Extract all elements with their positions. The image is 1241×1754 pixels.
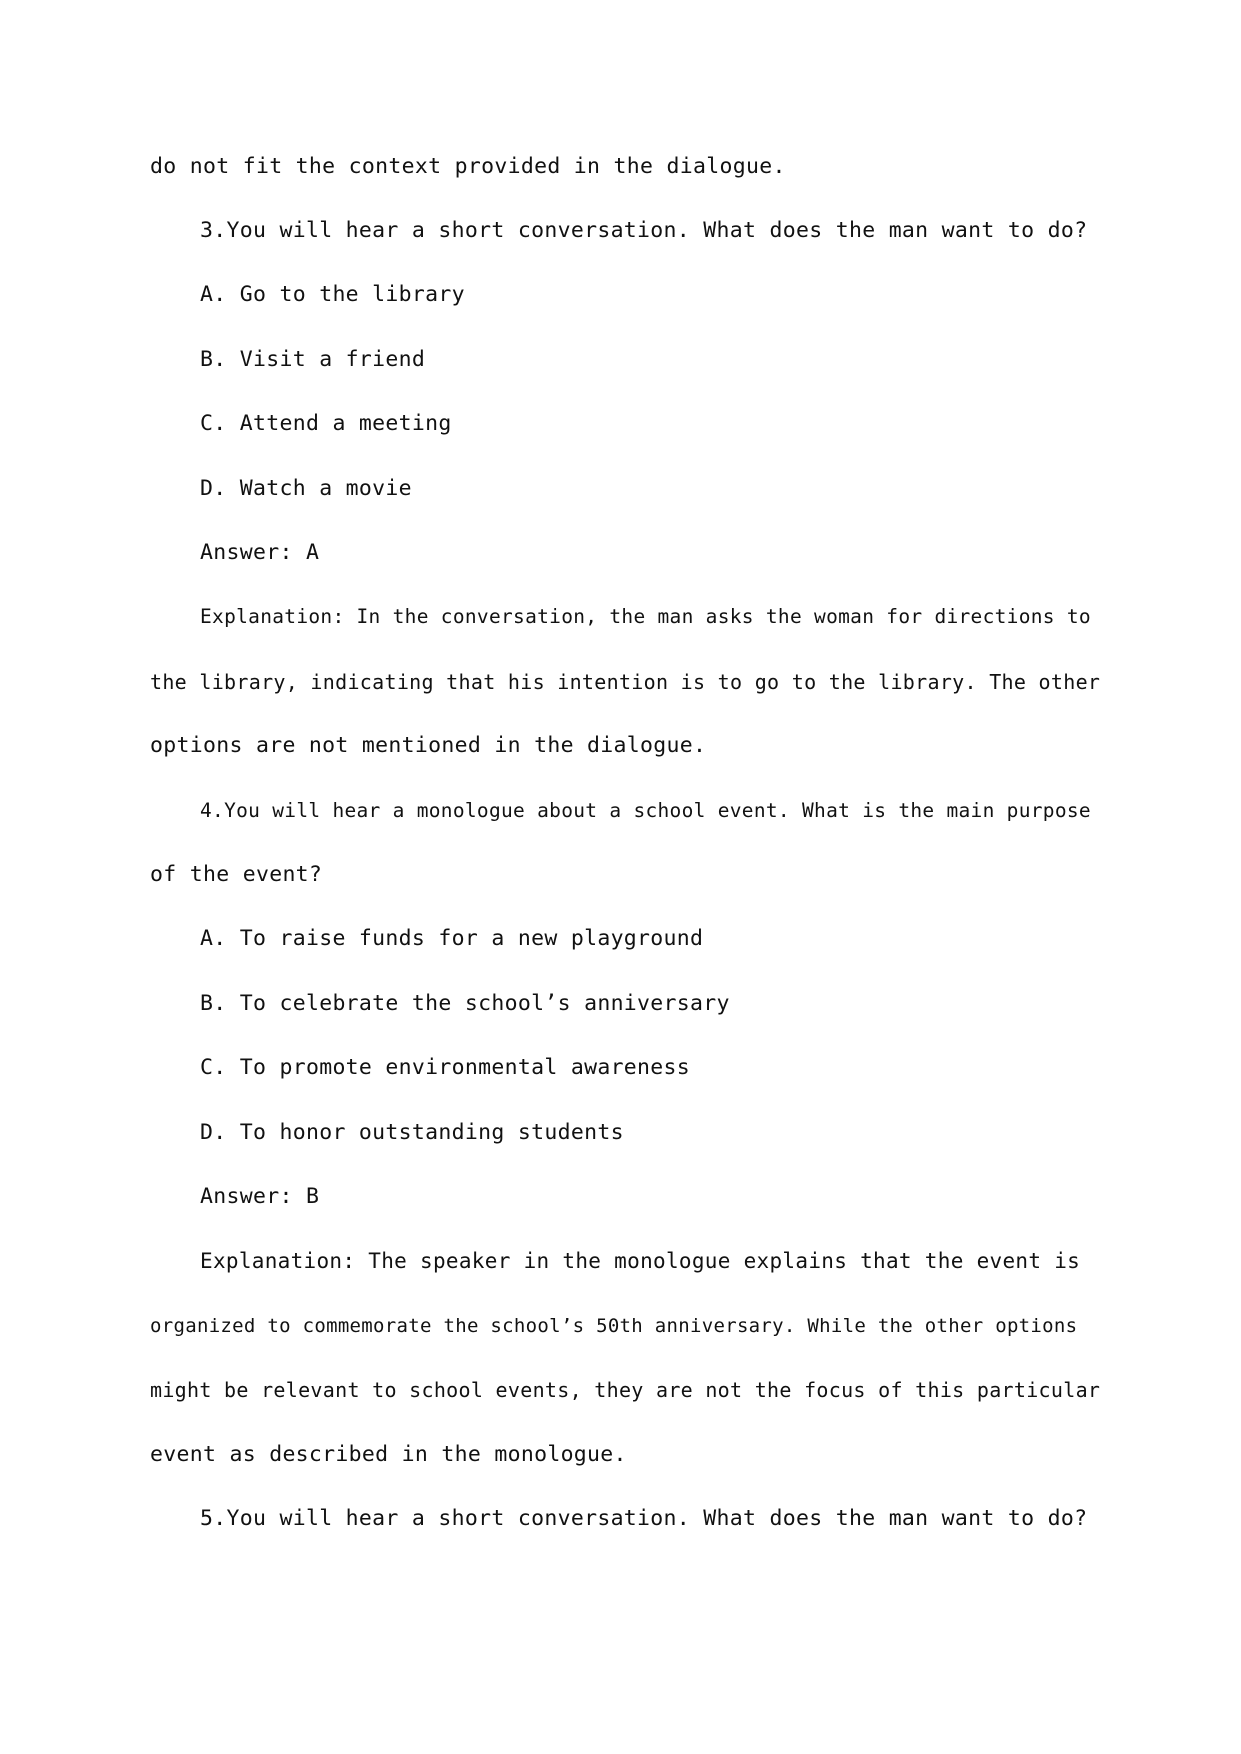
text-line-continuation: do not fit the context provided in the dialogue. <box>150 154 786 179</box>
question-4-explanation-line-1: Explanation: The speaker in the monologue explains that the event is <box>200 1249 1081 1273</box>
question-4-explanation-line-2: organized to commemorate the school’s 50th anniversary. While the other options <box>150 1315 1078 1337</box>
question-4-option-c: C. To promote environmental awareness <box>200 1055 691 1080</box>
question-3-option-c: C. Attend a meeting <box>200 411 452 436</box>
question-3-answer: Answer: A <box>200 540 320 565</box>
question-3: 3.You will hear a short conversation. What does the man want to do? <box>200 218 1088 243</box>
question-4-option-d: D. To honor outstanding students <box>200 1120 624 1145</box>
question-3-option-a: A. Go to the library <box>200 282 465 307</box>
question-4-answer: Answer: B <box>200 1184 320 1209</box>
question-3-explanation-line-3: options are not mentioned in the dialogue. <box>150 733 707 758</box>
question-4-explanation-line-4: event as described in the monologue. <box>150 1442 627 1467</box>
question-4-option-b: B. To celebrate the school’s anniversary <box>200 991 730 1016</box>
question-3-option-d: D. Watch a movie <box>200 476 412 501</box>
question-3-option-b: B. Visit a friend <box>200 347 426 372</box>
question-4-explanation-line-3: might be relevant to school events, they are not the focus of this particular <box>150 1378 1101 1402</box>
question-3-explanation-line-2: the library, indicating that his intention is to go to the library. The other <box>150 670 1101 694</box>
question-4-line-1: 4.You will hear a monologue about a school event. What is the main purpose <box>200 799 1091 822</box>
question-5: 5.You will hear a short conversation. What does the man want to do? <box>200 1506 1088 1531</box>
question-4-line-2: of the event? <box>150 862 323 887</box>
question-3-explanation-line-1: Explanation: In the conversation, the man asks the woman for directions to <box>200 605 1091 628</box>
question-4-option-a: A. To raise funds for a new playground <box>200 926 704 951</box>
